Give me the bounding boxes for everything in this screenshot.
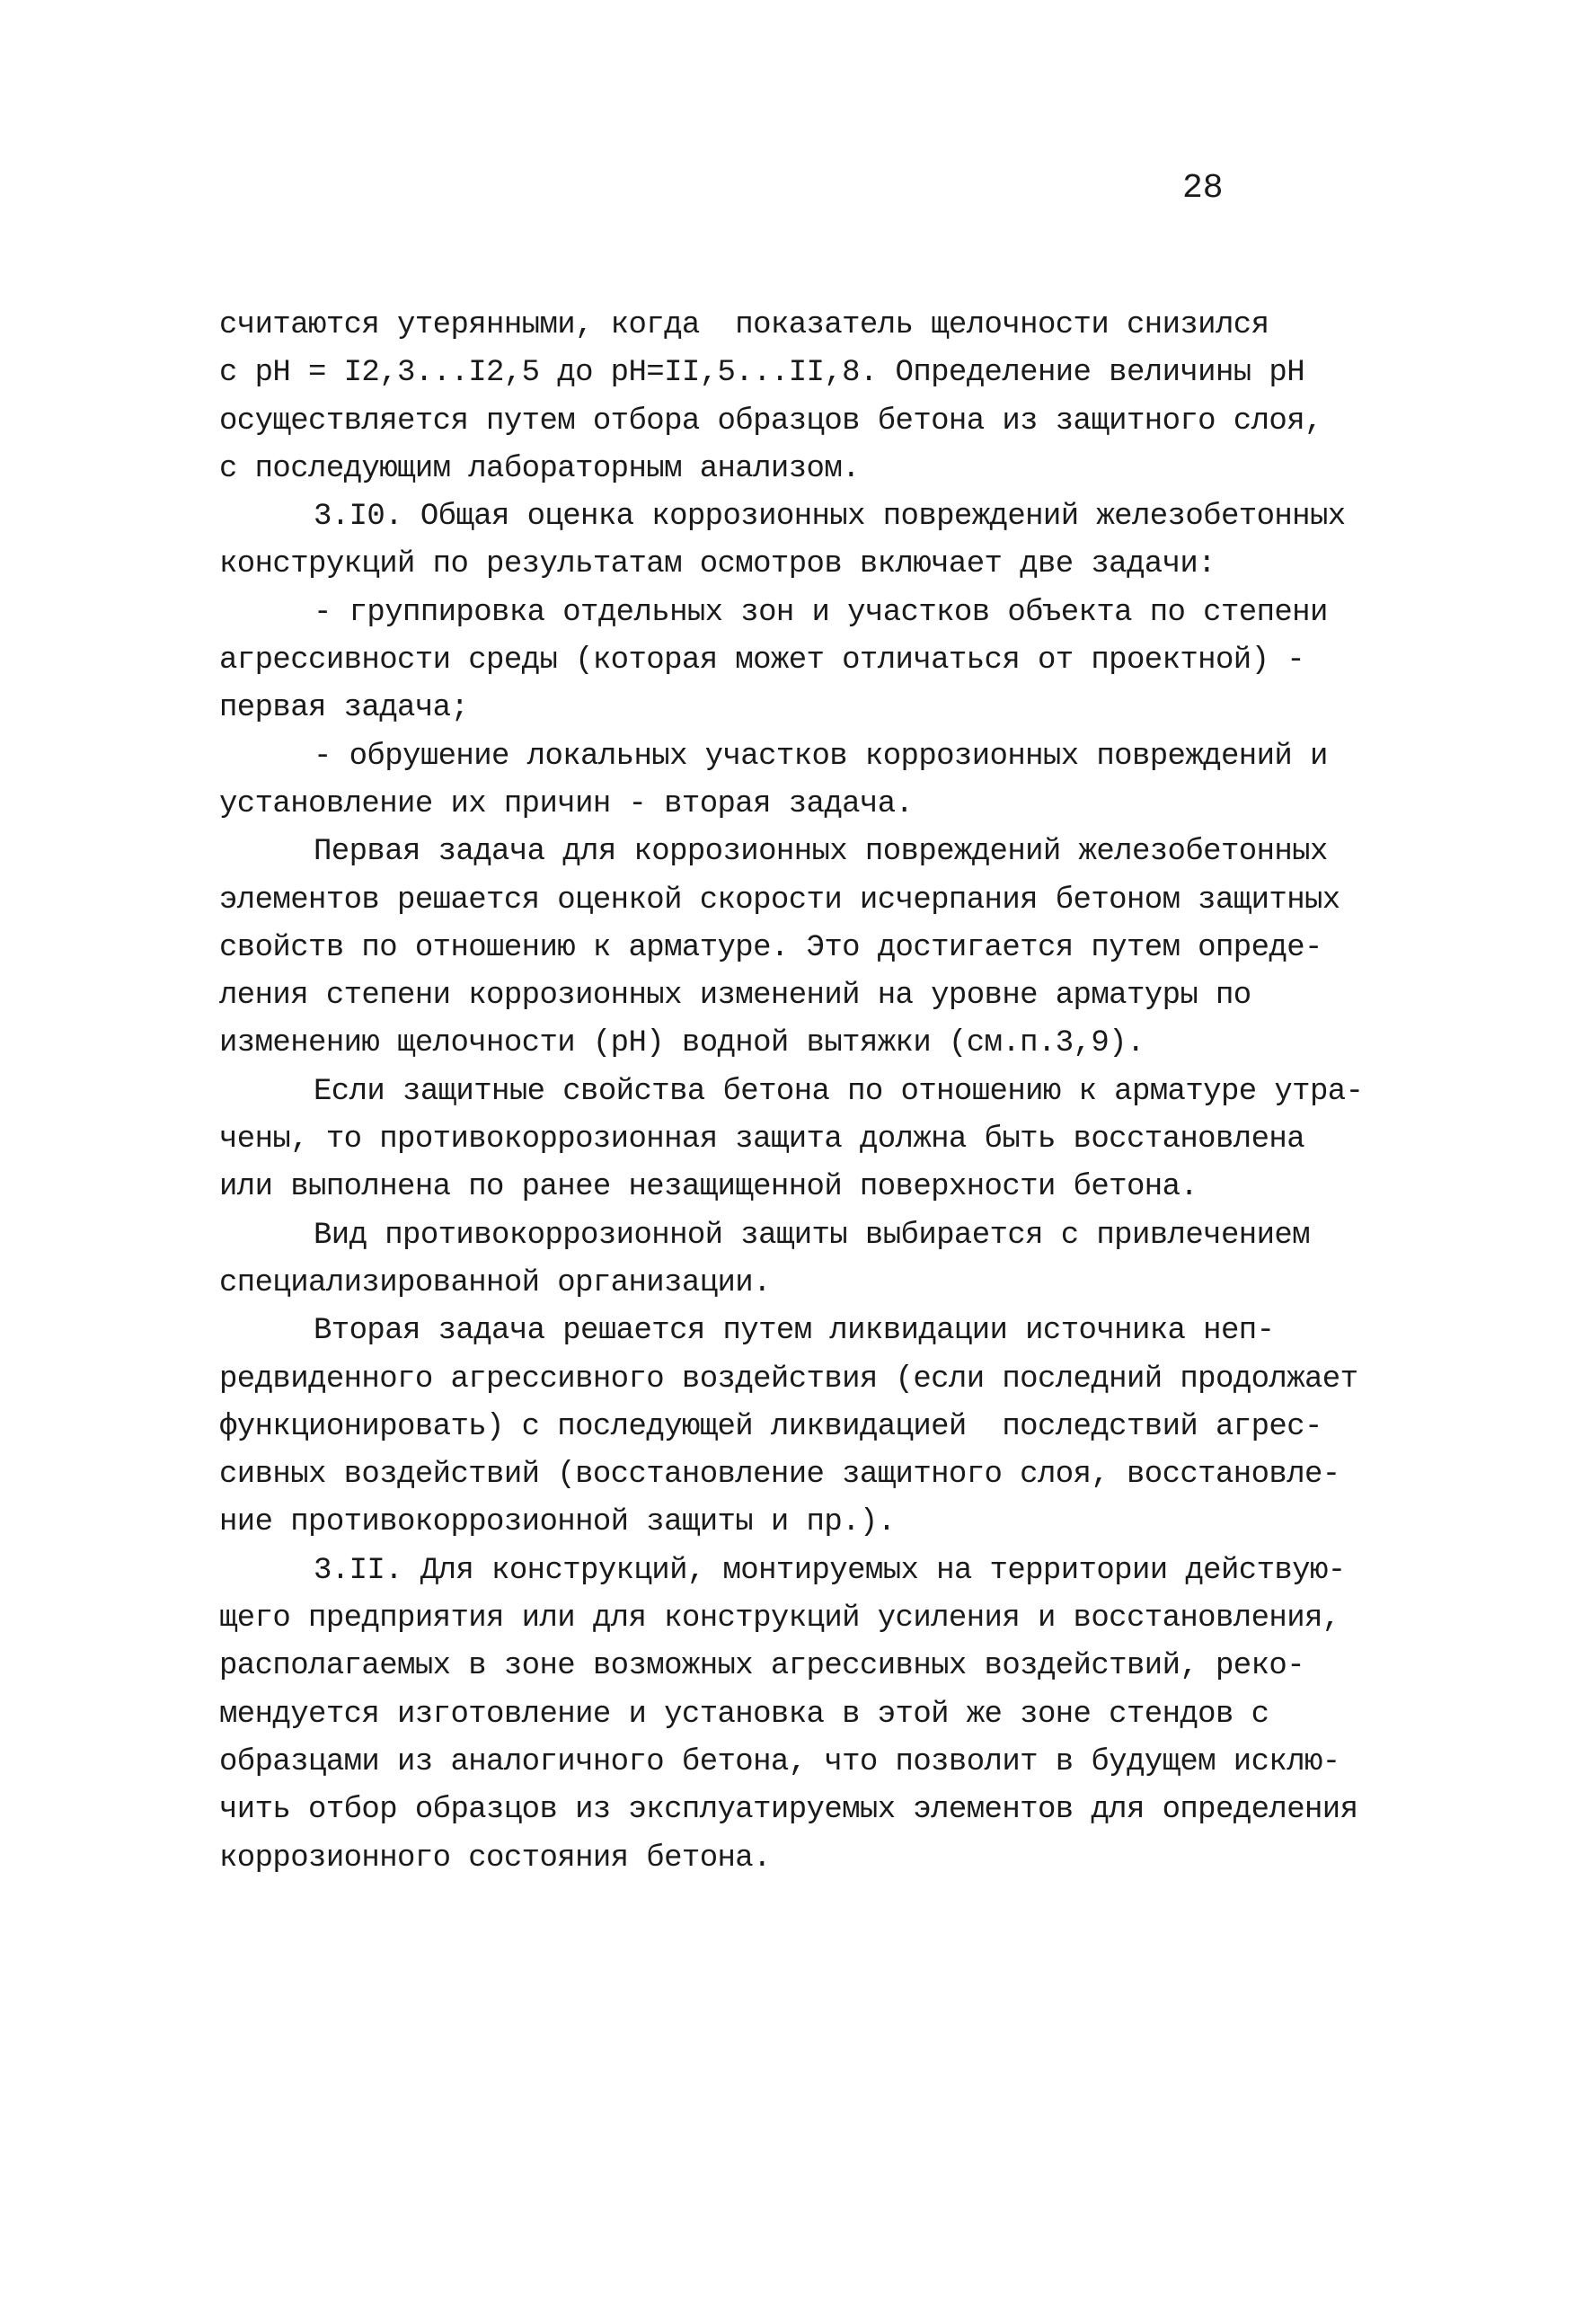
text-line: функционировать) с последующей ликвидацией последствий агрес- [219,1409,1322,1444]
text-line: 3.II. Для конструкций, монтируемых на территории действую- [314,1553,1346,1588]
text-line: Вид противокоррозионной защиты выбирается с привлечением [314,1218,1310,1253]
text-line: Вторая задача решается путем ликвидации источника неп- [314,1314,1275,1349]
text-line: образцами из аналогичного бетона, что позволит в будущем исклю- [219,1744,1340,1779]
text-line: первая задача; [219,691,469,726]
text-line: ления степени коррозионных изменений на уровне арматуры по [219,979,1251,1014]
text-line: - обрушение локальных участков коррозионных повреждений и [314,739,1328,774]
text-line: коррозионного состояния бетона. [219,1841,771,1876]
text-line: чены, то противокоррозионная защита должна быть восстановлена [219,1122,1305,1158]
text-line: конструкций по результатам осмотров включает две задачи: [219,547,1216,582]
text-line: агрессивности среды (которая может отличаться от проектной) - [219,643,1305,679]
text-line: осуществляется путем отбора образцов бетона из защитного слоя, [219,404,1322,439]
text-line: редвиденного агрессивного воздействия (если последний продолжает [219,1362,1358,1397]
text-line: специализированной организации. [219,1265,771,1300]
text-line: изменению щелочности (рН) водной вытяжки (см.п.3,9). [219,1026,1145,1061]
text-line: ние противокоррозионной защиты и пр.). [219,1505,896,1540]
text-line: с рН = I2,3...I2,5 до рН=II,5...II,8. Определение величины рН [219,356,1305,391]
text-line: свойств по отношению к арматуре. Это достигается путем опреде- [219,930,1322,965]
text-line: мендуется изготовление и установка в этой же зоне стендов с [219,1697,1269,1732]
text-line: - группировка отдельных зон и участков объекта по степени [314,595,1328,630]
text-line: Если защитные свойства бетона по отношению к арматуре утра- [314,1074,1364,1109]
text-line: установление их причин - вторая задача. [219,786,914,821]
text-line: чить отбор образцов из эксплуатируемых элементов для определения [219,1793,1358,1828]
text-line: располагаемых в зоне возможных агрессивных воздействий, реко- [219,1649,1305,1684]
text-line: считаются утерянными, когда показатель щелочности снизился [219,308,1269,342]
text-line: или выполнена по ранее незащищенной поверхности бетона. [219,1170,1198,1205]
text-line: сивных воздействий (восстановление защитного слоя, восстановле- [219,1458,1340,1493]
text-line: щего предприятия или для конструкций усиления и восстановления, [219,1601,1340,1637]
text-line: Первая задача для коррозионных повреждений железобетонных [314,835,1328,870]
text-line: 3.I0. Общая оценка коррозионных повреждений железобетонных [314,500,1346,535]
body-text [219,302,1459,1883]
text-line: с последующим лабораторным анализом. [219,451,860,486]
page-number: 28 [1182,169,1224,208]
text-line: элементов решается оценкой скорости исчерпания бетоном защитных [219,883,1340,918]
